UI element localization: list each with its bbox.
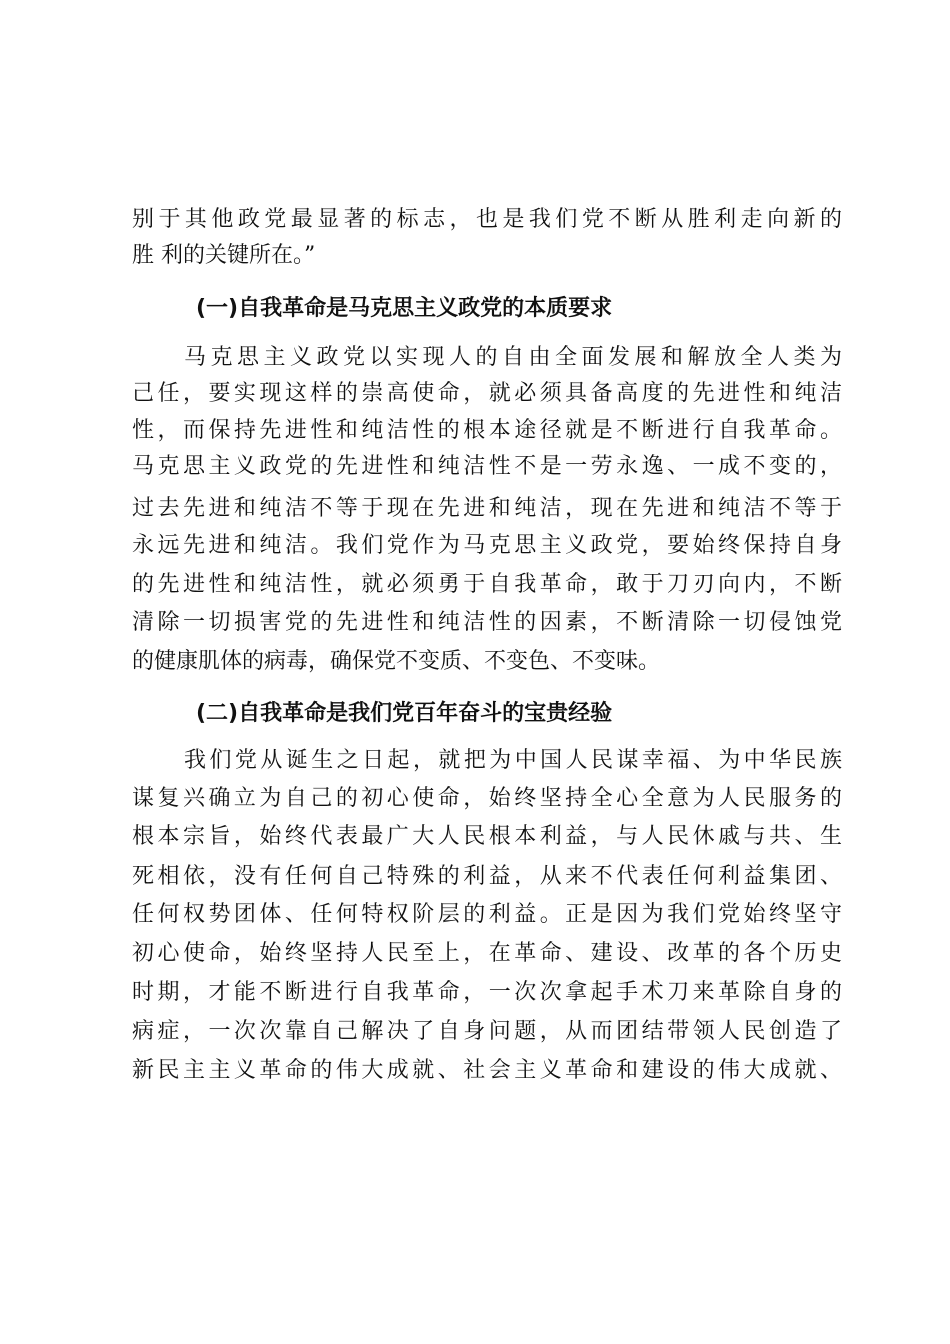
section1-line-2: 己任，要实现这样的崇高使命，就必须具备高度的先进性和纯洁: [132, 381, 842, 406]
section1-heading: (一)自我革命是马克思主义政党的本质要求: [196, 296, 613, 321]
section1-line-6: 永远先进和纯洁。我们党作为马克思主义政党，要始终保持自身: [132, 533, 842, 558]
section2-line-9: 新民主主义革命的伟大成就、社会主义革命和建设的伟大成就、: [132, 1058, 842, 1083]
intro-line-2: 胜 利的关键所在。”: [132, 243, 316, 268]
section2-line-4: 死相依，没有任何自己特殊的利益，从来不代表任何利益集团、: [132, 864, 842, 889]
section1-line-1: 马克思主义政党以实现人的自由全面发展和解放全人类为: [184, 345, 842, 370]
section2-line-6: 初心使命，始终坚持人民至上，在革命、建设、改革的各个历史: [132, 941, 842, 966]
section1-line-8: 清除一切损害党的先进性和纯洁性的因素，不断清除一切侵蚀党: [132, 610, 842, 635]
section2-line-7: 时期，才能不断进行自我革命，一次次拿起手术刀来革除自身的: [132, 980, 842, 1005]
section2-line-8: 病症，一次次靠自己解决了自身问题，从而团结带领人民创造了: [132, 1019, 842, 1044]
intro-line-1: 别于其他政党最显著的标志，也是我们党不断从胜利走向新的: [132, 207, 842, 232]
section2-line-5: 任何权势团体、任何特权阶层的利益。正是因为我们党始终坚守: [132, 902, 842, 927]
section1-line-7: 的先进性和纯洁性，就必须勇于自我革命，敢于刀刃向内，不断: [132, 572, 842, 597]
section2-line-1: 我们党从诞生之日起，就把为中国人民谋幸福、为中华民族: [184, 748, 842, 773]
section1-line-9: 的健康肌体的病毒，确保党不变质、不变色、不变味。: [132, 649, 661, 674]
section2-line-3: 根本宗旨，始终代表最广大人民根本利益，与人民休戚与共、生: [132, 824, 842, 849]
section1-line-4: 马克思主义政党的先进性和纯洁性不是一劳永逸、一成不变的，: [132, 454, 842, 479]
section1-line-3: 性，而保持先进性和纯洁性的根本途径就是不断进行自我革命。: [132, 418, 842, 443]
section2-line-2: 谋复兴确立为自己的初心使命，始终坚持全心全意为人民服务的: [132, 786, 842, 811]
section2-heading: (二)自我革命是我们党百年奋斗的宝贵经验: [196, 701, 613, 726]
section1-line-5: 过去先进和纯洁不等于现在先进和纯洁，现在先进和纯洁不等于: [132, 496, 842, 521]
